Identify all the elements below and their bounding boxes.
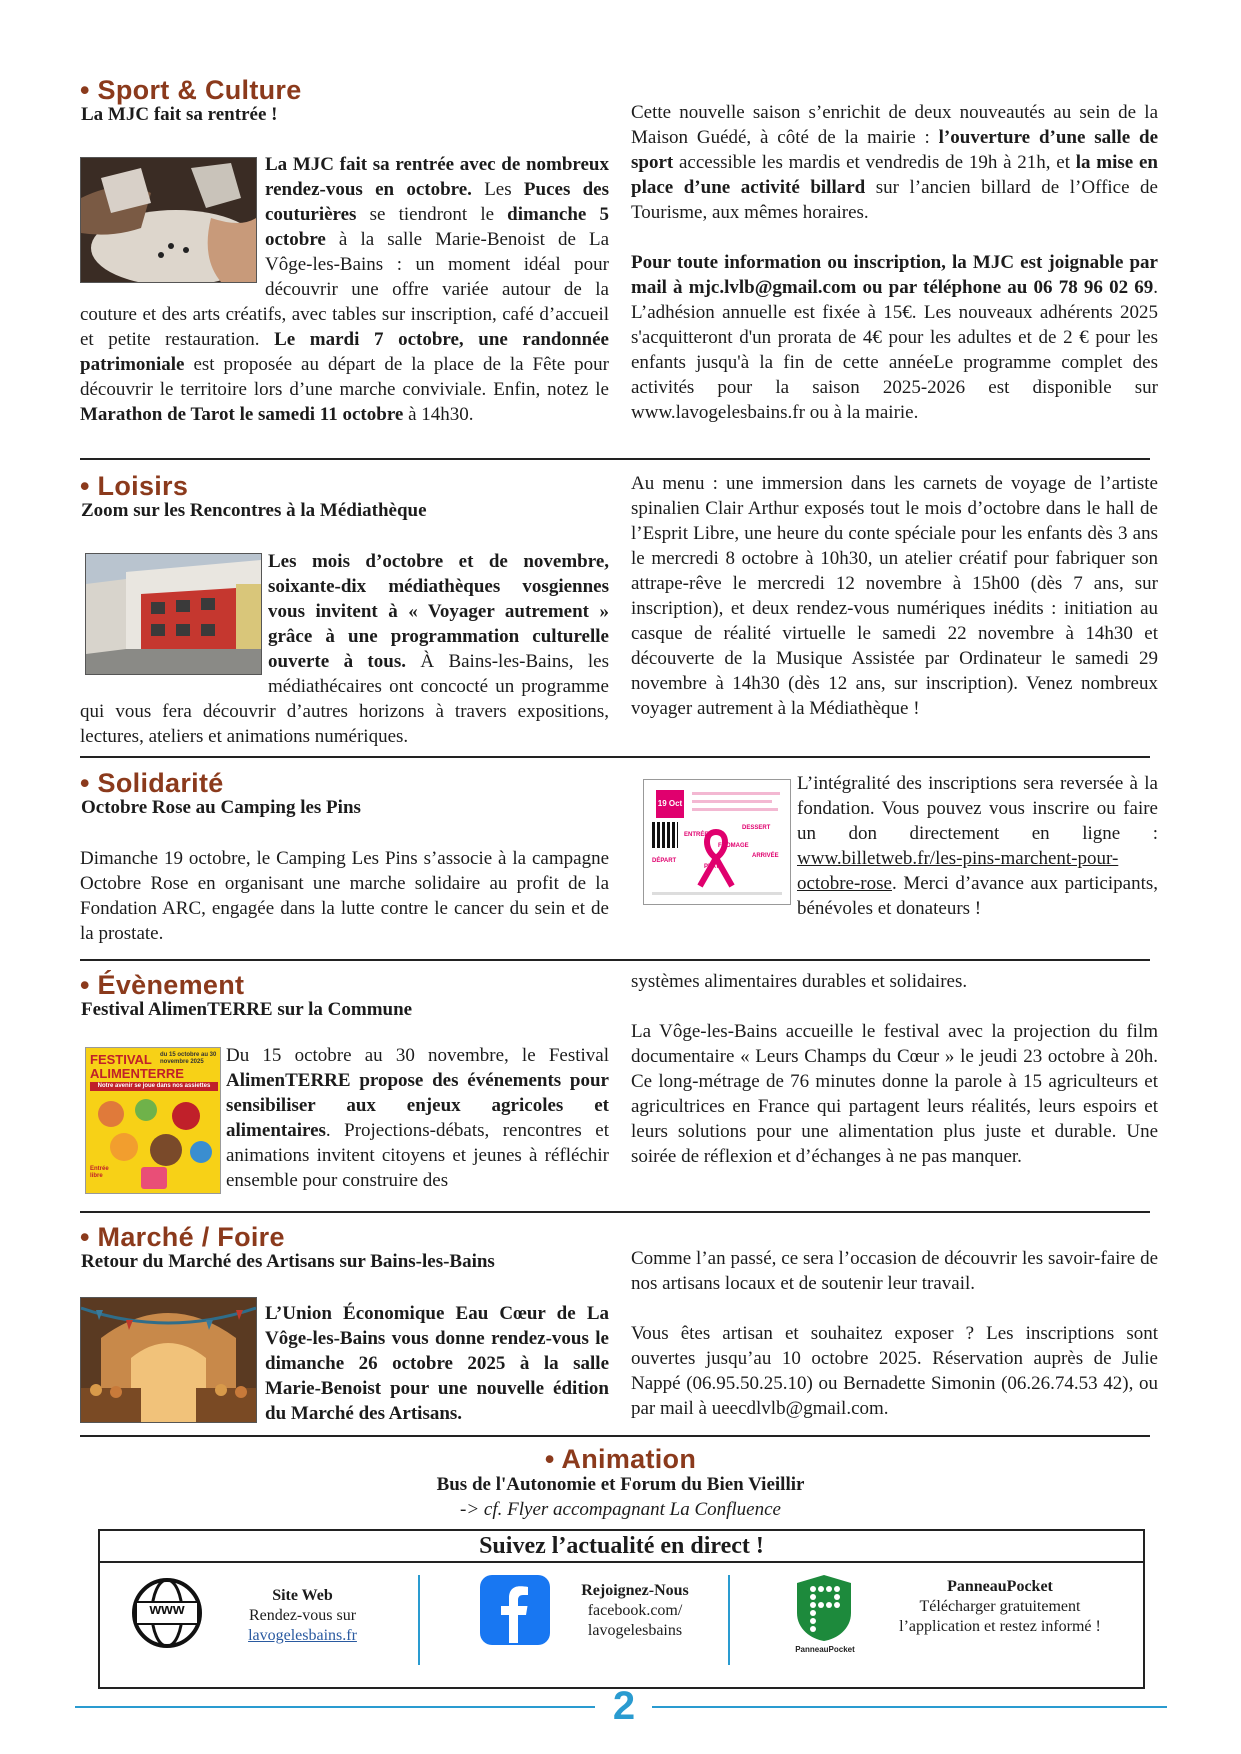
panneaupocket-logo-text: PanneauPocket [795, 1645, 855, 1654]
alimenterre-poster: FESTIVAL ALIMENTERRE du 15 octobre au 30 novembre 2025 Notre avenir se joue dans nos assiettes Entrée libre [85, 1047, 221, 1194]
section-title-evenement: • Évènement [80, 970, 245, 1000]
divider [80, 1435, 1150, 1437]
site-web-link[interactable]: lavogelesbains.fr [248, 1627, 357, 1644]
marche-left-text: L’Union Économique Eau Cœur de La Vôge-les-Bains vous donne rendez-vous le dimanche 26 octobre 2025 à la salle Marie-Benoist pour une nouvelle édition du Marché des Artisans. [265, 1303, 609, 1424]
evenement-left-text: Du 15 octobre au 30 novembre, le Festival AlimenTERRE propose des événements pour sensibiliser aux enjeux agricoles et alimentaires. Projections-débats, rencontres et animations invitent citoyens et jeunes à réfléchir ensemble pour construire des [226, 1045, 609, 1191]
panneaupocket-block: PanneauPocket Télécharger gratuitement l’application et restez informé ! [899, 1578, 1101, 1635]
section-title-sport: • Sport & Culture [80, 75, 302, 105]
facebook-block: Rejoignez-Nous facebook.com/ lavogelesbains [581, 1582, 689, 1639]
sport-right-text: Cette nouvelle saison s’enrichit de deux nouveautés au sein de la Maison Guédé, à côté de la mairie : l’ouverture d’une salle de sport accessible les mardis et vendredis de 19h à 21h, et la mise en place d’une activité billard sur l’ancien billard de l’Office de Tourisme, aux mêmes horaires. Pour toute information ou inscription, la MJC est joignable par mail à mjc.lvlb@gmail.com ou par téléphone au 06 78 96 02 69. L’adhésion annuelle est fixée à 15€. Les nouveaux adhérents 2025 s'acquitteront d'un prorata de 4€ pour les adultes et de 2 € pour les enfants jusqu'à la fin de cette annéeLe programme complet des activités pour la saison 2025-2026 est disponible sur www.lavogelesbains.fr ou à la mairie. [631, 102, 1158, 423]
sport-left-text: La MJC fait sa rentrée avec de nombreux rendez-vous en octobre. Les Puces des couturières se tiendront le dimanche 5 octobre à la salle Marie-Benoist de La Vôge-les-Bains : un moment idéal pour découvrir une offre variée autour de la couture et des arts créatifs, avec tables sur inscription, café d’accueil et petite restauration. Le mardi 7 octobre, une randonnée patrimoniale est proposée au départ de la place de la Fête pour découvrir le territoire lors d’une marche conviviale. Enfin, notez le Marathon de Tarot le samedi 11 octobre à 14h30. [80, 154, 609, 425]
marche-right-text: Comme l’an passé, ce sera l’occasion de découvrir les savoir-faire de nos artisans locaux et de soutenir leur travail. Vous êtes artisan et souhaitez exposer ? Les inscriptions sont ouvertes jusqu’au 10 octobre 2025. Réservation auprès de Julie Nappé (06.95.50.25.10) ou Bernadette Simonin (06.26.74.53 42), ou par mail à ueecdlvlb@gmail.com. [631, 1248, 1158, 1419]
animation-note: -> cf. Flyer accompagnant La Confluence [460, 1499, 781, 1520]
divider [80, 458, 1150, 460]
section-title-animation: • Animation [544, 1444, 697, 1474]
page-number: 2 [612, 1684, 636, 1728]
loisirs-left-text: Les mois d’octobre et de novembre, soixante-dix médiathèques vosgiennes vous invitent à « Voyager autrement » grâce à une programmation culturelle ouverte à tous. À Bains-les-Bains, les médiathécaires ont concocté un programme qui vous fera découvrir d’autres horizons à travers expositions, lectures, ateliers et animations numériques. [80, 551, 609, 747]
section-subtitle-solidarite: Octobre Rose au Camping les Pins [81, 797, 361, 818]
site-web-block: Site Web Rendez-vous sur lavogelesbains.fr [248, 1587, 357, 1644]
follow-box: Suivez l’actualité en direct ! www Site Web Rendez-vous sur lavogelesbains.fr Rejoignez-Nous facebook.com/ lavogelesbains PanneauPocket PanneauPocket Télécharger gratuitement l’application et restez informé ! [98, 1529, 1145, 1689]
divider [80, 1211, 1150, 1213]
section-subtitle-sport: La MJC fait sa rentrée ! [81, 104, 278, 125]
evenement-right-text: systèmes alimentaires durables et solidaires. La Vôge-les-Bains accueille le festival avec la projection du film documentaire « Leurs Champs du Cœur » le jeudi 23 octobre à 20h. Ce long-métrage de 76 minutes donne la parole à 15 agriculteurs et agricultrices en France qui partagent leurs réalités, leurs espoirs et leurs solutions pour une alimentation plus juste et durable. Une soirée de réflexion et d’échanges à ne pas manquer. [631, 971, 1158, 1167]
footer-line-left [75, 1706, 595, 1708]
section-subtitle-animation: Bus de l'Autonomie et Forum du Bien Vieillir [436, 1474, 805, 1495]
divider [728, 1575, 730, 1665]
octobre-rose-flyer: 19 Oct ENTRÉE DESSERT FROMAGE DÉPART PLAT ARRIVÉE [643, 779, 791, 905]
divider [80, 959, 1150, 961]
divider [80, 756, 1150, 758]
panneaupocket-icon[interactable] [793, 1573, 855, 1643]
section-subtitle-loisirs: Zoom sur les Rencontres à la Médiathèque [81, 500, 427, 521]
section-subtitle-evenement: Festival AlimenTERRE sur la Commune [81, 999, 413, 1020]
section-subtitle-marche: Retour du Marché des Artisans sur Bains-les-Bains [81, 1251, 495, 1272]
solidarite-left-text: Dimanche 19 octobre, le Camping Les Pins s’associe à la campagne Octobre Rose en organisant une marche solidaire au profit de la Fondation ARC, engagée dans la lutte contre le cancer du sein et de la prostate. [80, 848, 609, 944]
divider [418, 1575, 420, 1665]
flyer-date: 19 Oct [656, 790, 684, 818]
qr-code [652, 822, 678, 848]
loisirs-right-text: Au menu : une immersion dans les carnets de voyage de l’artiste spinalien Clair Arthur exposés tout le mois d’octobre dans le hall de l’Esprit Libre, une heure du conte spéciale pour les enfants dès 3 ans le mercredi 8 octobre à 10h30, un atelier créatif pour fabriquer son attrape-rêve le mercredi 12 novembre à 15h00 (dès 7 ans, sur inscription), et deux rendez-vous numériques inédits : initiation au casque de réalité virtuelle le samedi 22 novembre à 14h30 et découverte de la Musique Assistée par Ordinateur le samedi 29 novembre à 14h30 (dès 12 ans, sur inscription). Venez nombreux voyager autrement à la Médiathèque ! [631, 473, 1158, 719]
section-title-solidarite: • Solidarité [80, 768, 224, 798]
billetweb-link[interactable]: www.billetweb.fr/les-pins-marchent-pour-octobre-rose [797, 848, 1119, 894]
section-title-loisirs: • Loisirs [80, 471, 189, 501]
follow-title: Suivez l’actualité en direct ! [100, 1531, 1143, 1563]
section-title-marche: • Marché / Foire [80, 1222, 285, 1252]
footer-line-right [652, 1706, 1167, 1708]
facebook-icon[interactable] [480, 1575, 550, 1645]
solidarite-right-text: L’intégralité des inscriptions sera reversée à la fondation. Vous pouvez vous inscrire ou faire un don directement en ligne : www.billetweb.fr/les-pins-marchent-pour-octobre-rose. Merci d’avance aux participants, bénévoles et donateurs ! [797, 773, 1158, 919]
